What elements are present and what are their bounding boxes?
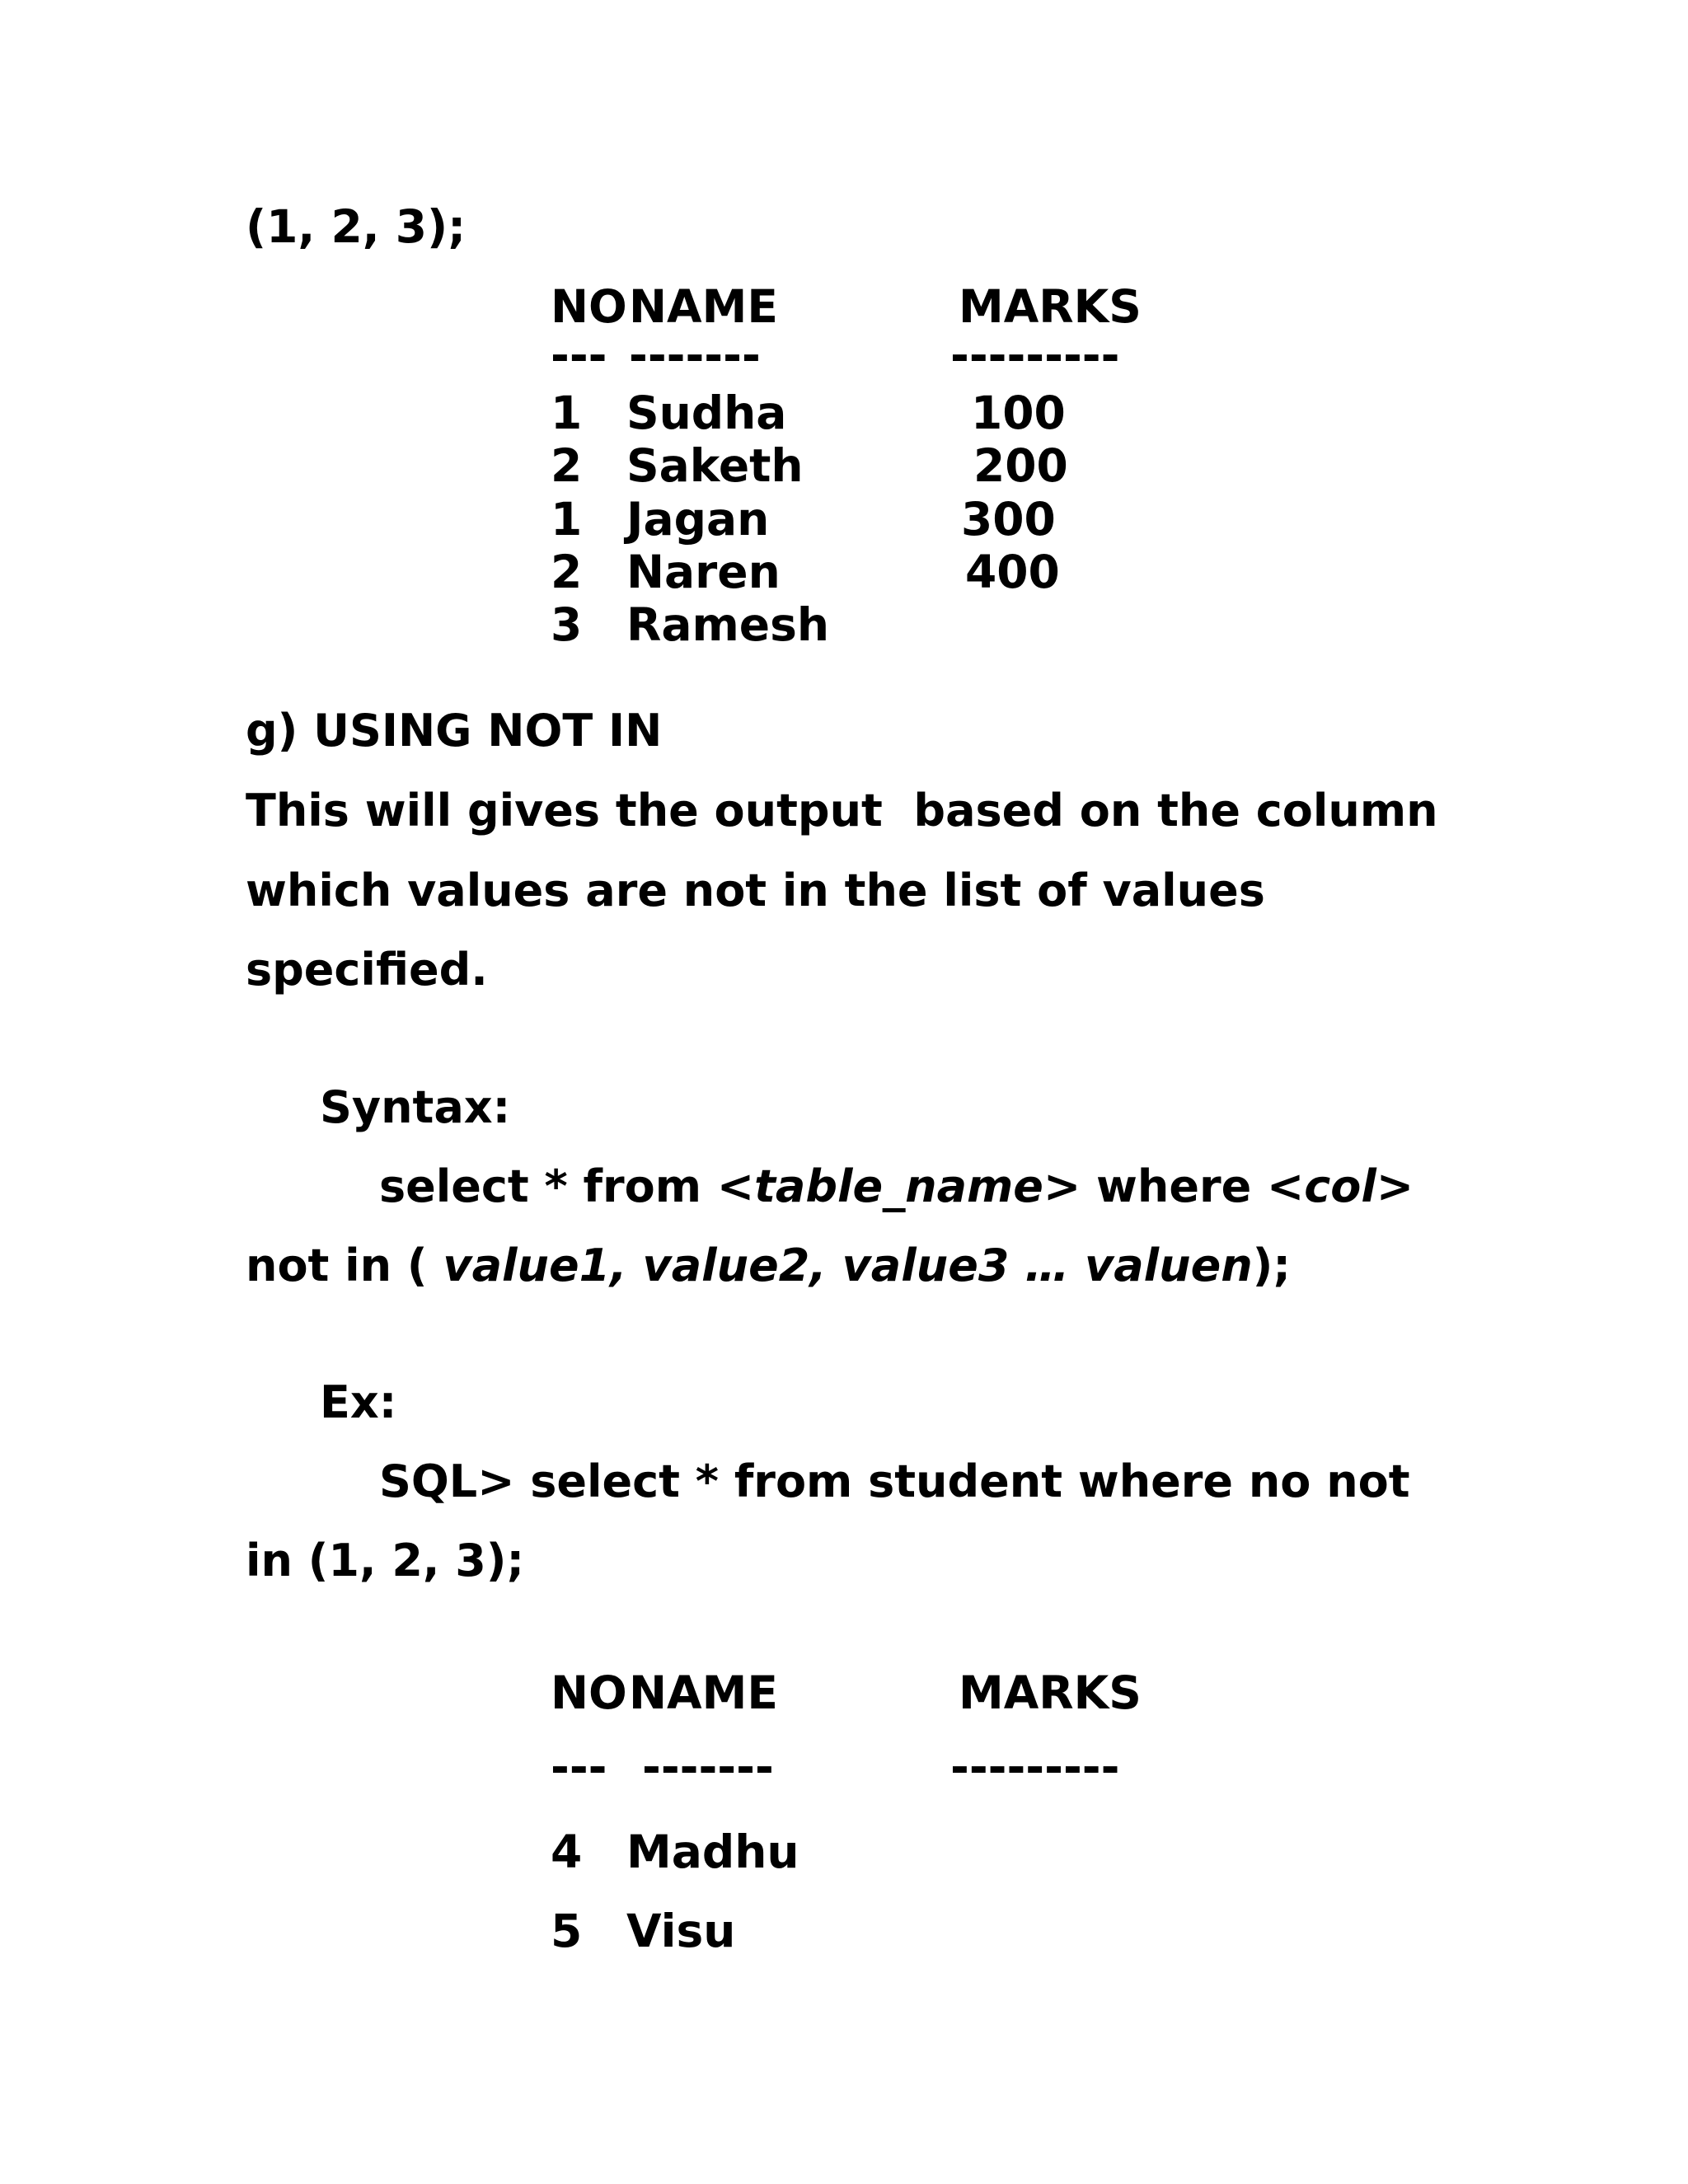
header-name: NAME <box>629 280 778 333</box>
header-marks: MARKS <box>959 280 1142 333</box>
row-no: 1 <box>551 493 583 546</box>
syntax-label: Syntax: <box>320 1081 511 1133</box>
separator-name: ------- <box>629 329 761 382</box>
separator-marks: --------- <box>950 1741 1120 1793</box>
example-sql-line-1: SQL> select * from student where no not <box>379 1455 1410 1507</box>
row-name: Madhu <box>626 1825 799 1878</box>
row-name: Saketh <box>626 439 804 492</box>
row-marks: 100 <box>971 387 1066 439</box>
example-sql-line-2: in (1, 2, 3); <box>246 1535 525 1586</box>
row-name: Ramesh <box>626 598 829 651</box>
separator-no: --- <box>551 329 607 382</box>
section-heading: g) USING NOT IN <box>246 705 663 757</box>
description-line: which values are not in the list of values <box>246 865 1265 916</box>
row-no: 3 <box>551 598 583 651</box>
header-no: NO <box>551 1666 627 1719</box>
description-line: This will gives the output based on the column <box>246 785 1438 837</box>
row-no: 5 <box>551 1905 583 1957</box>
code-continuation: (1, 2, 3); <box>246 200 467 253</box>
header-no: NO <box>551 280 627 333</box>
header-marks: MARKS <box>959 1666 1142 1719</box>
separator-no: --- <box>551 1741 607 1793</box>
description-line: specified. <box>246 944 488 996</box>
col-placeholder: col <box>1304 1160 1376 1212</box>
row-no: 2 <box>551 546 583 598</box>
separator-marks: --------- <box>950 329 1120 382</box>
syntax-line-2: not in ( value1, value2, value3 … valuen); <box>246 1240 1291 1291</box>
row-marks: 300 <box>961 493 1056 546</box>
separator-name: ------- <box>642 1741 774 1793</box>
row-name: Naren <box>626 546 781 598</box>
values-placeholder: value1, value2, value3 … valuen <box>443 1240 1253 1291</box>
row-no: 4 <box>551 1825 583 1878</box>
header-name: NAME <box>629 1666 778 1719</box>
example-label: Ex: <box>320 1376 397 1428</box>
syntax-line-1: select * from <table_name> where <col> <box>379 1160 1414 1212</box>
row-marks: 400 <box>965 546 1060 598</box>
table-name-placeholder: table_name <box>754 1160 1043 1212</box>
row-name: Visu <box>626 1905 736 1957</box>
row-no: 1 <box>551 387 583 439</box>
row-name: Jagan <box>626 493 770 546</box>
row-no: 2 <box>551 439 583 492</box>
row-marks: 200 <box>973 439 1068 492</box>
row-name: Sudha <box>626 387 787 439</box>
